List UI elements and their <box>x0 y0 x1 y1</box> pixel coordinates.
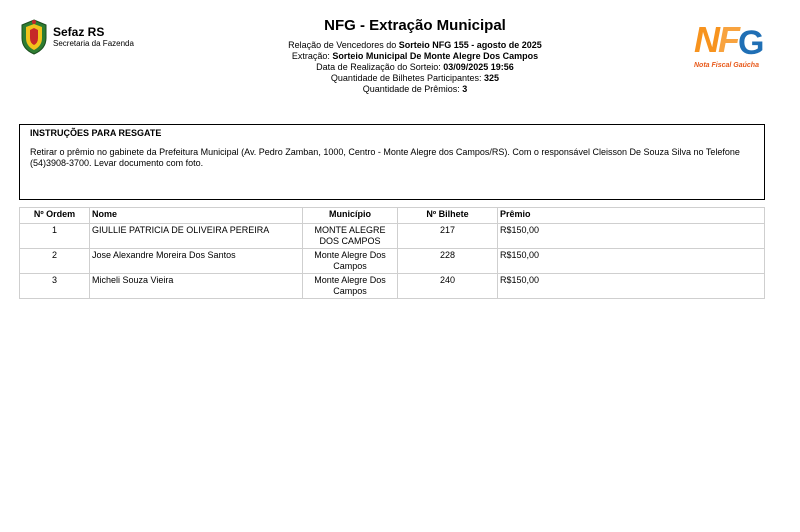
table-row <box>20 249 765 274</box>
metadata-line <box>220 84 610 95</box>
cell-prize: R$150,00 <box>498 249 765 274</box>
cell-name: GIULLIE PATRICIA DE OLIVEIRA PEREIRA <box>90 224 303 249</box>
coat-of-arms-icon <box>19 18 49 56</box>
cell-order: 3 <box>20 274 90 299</box>
nfg-brand-icon <box>692 16 770 62</box>
metadata-label: Relação de Vencedores do <box>288 40 399 50</box>
report-header <box>220 16 610 95</box>
svg-text:F: F <box>718 19 740 60</box>
col-name: Nome <box>90 208 303 224</box>
cell-prize: R$150,00 <box>498 274 765 299</box>
cell-ticket: 228 <box>398 249 498 274</box>
col-prize: Prêmio <box>498 208 765 224</box>
page-title: NFG - Extração Municipal <box>324 17 506 34</box>
sefaz-logo <box>19 18 134 56</box>
cell-ticket: 217 <box>398 224 498 249</box>
metadata-value: Sorteio NFG 155 - agosto de 2025 <box>398 40 542 50</box>
col-ticket: Nº Bilhete <box>398 208 498 224</box>
org-subtitle: Secretaria da Fazenda <box>53 39 134 48</box>
metadata-value: 03/09/2025 19:56 <box>443 62 514 72</box>
metadata-label: Extração: <box>291 51 333 61</box>
nfg-logo <box>692 16 770 72</box>
col-municipality: Município <box>303 208 398 224</box>
instructions-text: Retirar o prêmio no gabinete da Prefeitura Municipal (Av. Pedro Zamban, 1000, Centro - Monte Alegre dos Campos/RS). Com o responsável Cleisson De Souza Silva no Telefone (54)3908-3700. Levar documento com foto. <box>30 147 740 168</box>
cell-municipality: Monte Alegre Dos Campos <box>303 249 398 274</box>
table-header-row <box>20 208 765 224</box>
cell-order: 2 <box>20 249 90 274</box>
cell-order: 1 <box>20 224 90 249</box>
metadata-value: 325 <box>484 73 500 83</box>
metadata-value: 3 <box>462 84 468 94</box>
table-row <box>20 274 765 299</box>
instructions-box <box>19 124 765 200</box>
metadata-line <box>220 73 610 84</box>
brand-caption: Nota Fiscal Gaúcha <box>694 62 759 69</box>
cell-name: Micheli Souza Vieira <box>90 274 303 299</box>
metadata-line <box>220 62 610 73</box>
metadata-label: Data de Realização do Sorteio: <box>316 62 444 72</box>
cell-prize: R$150,00 <box>498 224 765 249</box>
org-name: Sefaz RS <box>53 25 105 39</box>
cell-name: Jose Alexandre Moreira Dos Santos <box>90 249 303 274</box>
svg-text:N: N <box>694 19 720 60</box>
cell-ticket: 240 <box>398 274 498 299</box>
winners-table <box>19 207 765 299</box>
table-row <box>20 224 765 249</box>
metadata-line <box>220 51 610 62</box>
svg-text:G: G <box>738 24 765 62</box>
instructions-title: INSTRUÇÕES PARA RESGATE <box>30 128 162 138</box>
report-metadata <box>220 40 610 95</box>
metadata-label: Quantidade de Prêmios: <box>362 84 463 94</box>
col-order: Nº Ordem <box>20 208 90 224</box>
metadata-label: Quantidade de Bilhetes Participantes: <box>330 73 485 83</box>
cell-municipality: Monte Alegre Dos Campos <box>303 274 398 299</box>
cell-municipality: MONTE ALEGRE DOS CAMPOS <box>303 224 398 249</box>
metadata-value: Sorteio Municipal De Monte Alegre Dos Campos <box>332 51 539 61</box>
metadata-line <box>220 40 610 51</box>
